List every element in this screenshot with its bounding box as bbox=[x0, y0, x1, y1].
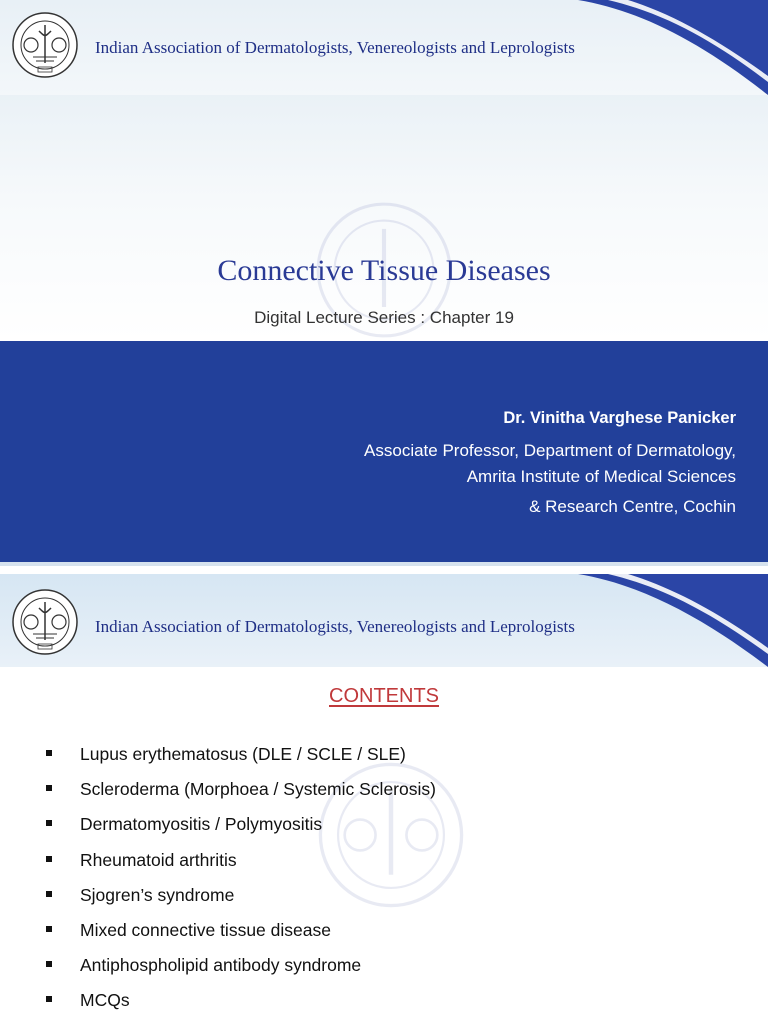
bullet-square-icon bbox=[46, 996, 52, 1002]
list-item: Rheumatoid arthritis bbox=[46, 848, 436, 883]
header-swoosh-decoration bbox=[468, 0, 768, 120]
list-item: Mixed connective tissue disease bbox=[46, 918, 436, 953]
list-item: Lupus erythematosus (DLE / SCLE / SLE) bbox=[46, 742, 436, 777]
slide-subtitle: Digital Lecture Series : Chapter 19 bbox=[254, 308, 514, 327]
bullet-square-icon bbox=[46, 856, 52, 862]
organization-name: Indian Association of Dermatologists, Venereologists and Leprologists bbox=[95, 38, 575, 57]
author-affiliation-line-3: & Research Centre, Cochin bbox=[529, 497, 736, 516]
bullet-square-icon bbox=[46, 750, 52, 756]
author-affiliation-line-2: Amrita Institute of Medical Sciences bbox=[466, 467, 736, 486]
contents-heading: CONTENTS bbox=[329, 685, 439, 707]
bullet-square-icon bbox=[46, 926, 52, 932]
list-item: Scleroderma (Morphoea / Systemic Sclerosis) bbox=[46, 777, 436, 812]
list-item: Dermatomyositis / Polymyositis bbox=[46, 812, 436, 847]
list-item: Antiphospholipid antibody syndrome bbox=[46, 953, 436, 988]
contents-list bbox=[46, 742, 436, 1024]
list-item: Sjogren’s syndrome bbox=[46, 883, 436, 918]
author-band bbox=[0, 341, 768, 562]
slide-title: Connective Tissue Diseases bbox=[217, 254, 551, 287]
author-affiliation-line-1: Associate Professor, Department of Dermatology, bbox=[364, 441, 736, 460]
iadvl-logo-icon bbox=[11, 588, 79, 656]
author-name: Dr. Vinitha Varghese Panicker bbox=[503, 409, 736, 427]
list-item: MCQs bbox=[46, 988, 436, 1023]
bullet-square-icon bbox=[46, 961, 52, 967]
contents-slide bbox=[0, 574, 768, 1024]
bullet-square-icon bbox=[46, 820, 52, 826]
bullet-square-icon bbox=[46, 891, 52, 897]
iadvl-logo-icon bbox=[11, 11, 79, 79]
slide-gap bbox=[0, 566, 768, 574]
organization-name: Indian Association of Dermatologists, Venereologists and Leprologists bbox=[95, 617, 575, 636]
bullet-square-icon bbox=[46, 785, 52, 791]
